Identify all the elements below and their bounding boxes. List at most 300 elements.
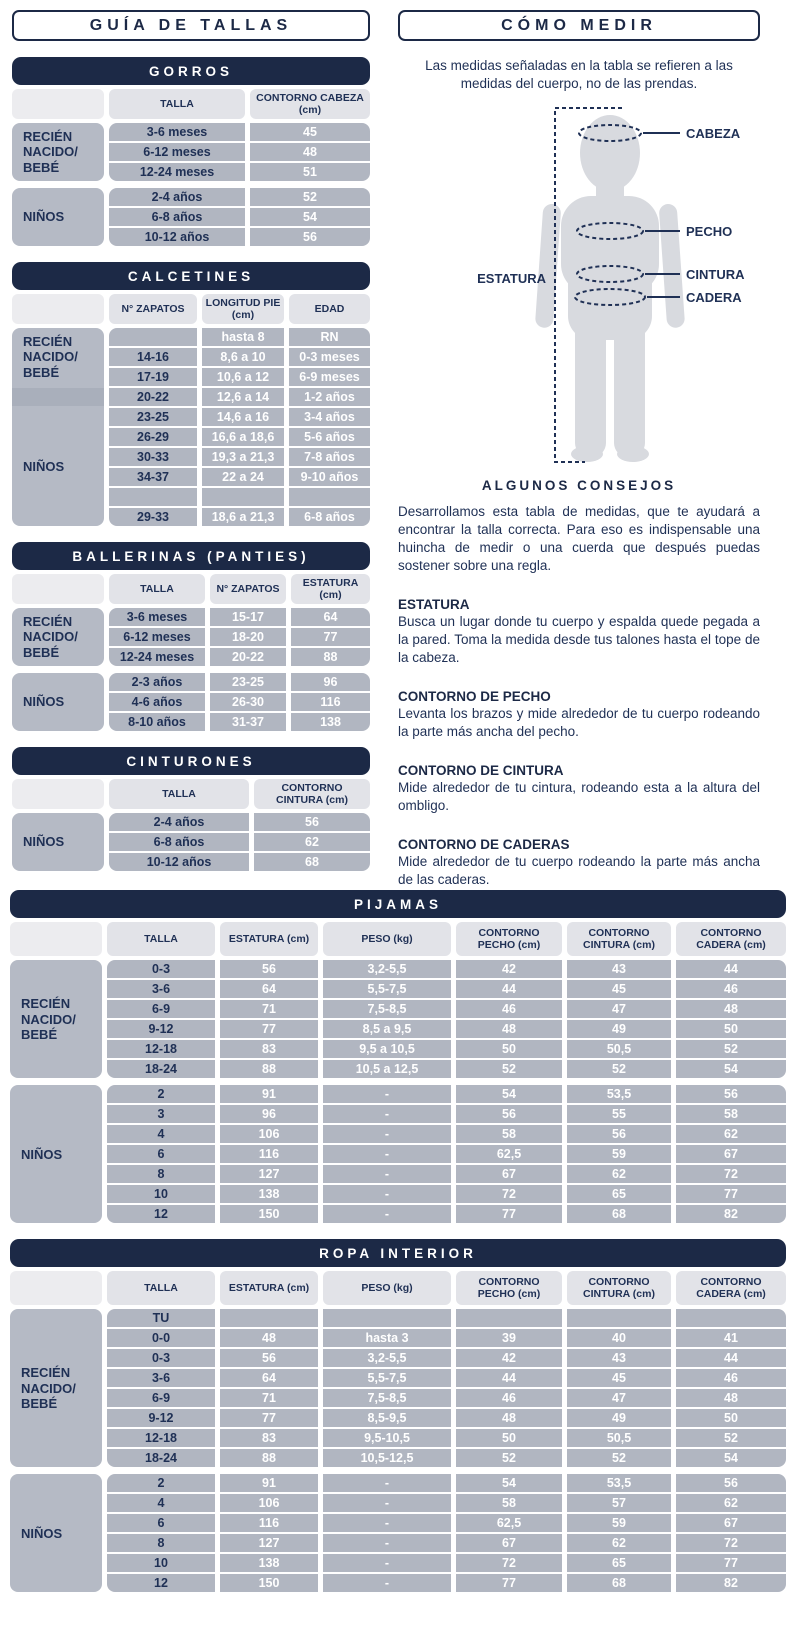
table-cell: 62 — [676, 1494, 786, 1512]
tip-text: Levanta los brazos y mide alrededor de tu cuerpo rodeando la parte más ancha del pecho. — [398, 705, 760, 739]
table-cell: 77 — [456, 1205, 562, 1223]
table-cell: 3-4 años — [289, 408, 370, 426]
table-cell: 4 — [107, 1494, 215, 1512]
table-cell: 30-33 — [109, 448, 197, 466]
table-cell: RN — [289, 328, 370, 346]
table-corner-cell — [10, 922, 102, 956]
cinturones-header-row — [12, 779, 370, 809]
table-cell: 52 — [250, 188, 370, 206]
table-cell: 47 — [567, 1000, 671, 1018]
table-cell: 52 — [567, 1449, 671, 1467]
table-cell: 3-6 — [107, 1369, 215, 1387]
table-cell: 56 — [456, 1105, 562, 1123]
table-cell: 9-10 años — [289, 468, 370, 486]
gorros-column-header-0: TALLA — [109, 89, 245, 119]
table-cell: 64 — [220, 980, 318, 998]
tips-title: ALGUNOS CONSEJOS — [481, 478, 677, 494]
ballerinas-header-row — [12, 574, 370, 604]
table-cell: 77 — [676, 1554, 786, 1572]
ropa_interior-column-header-2: PESO (kg) — [323, 1271, 451, 1305]
child-silhouette — [535, 115, 685, 462]
group-label: RECIÉN NACIDO/ BEBÉ — [12, 608, 104, 666]
table-cell: 5,5-7,5 — [323, 1369, 451, 1387]
table-cell: 77 — [291, 628, 370, 646]
table-cell: 23-25 — [210, 673, 286, 691]
table-cell: 127 — [220, 1534, 318, 1552]
table-cell — [289, 488, 370, 506]
gorros-group-0 — [12, 123, 370, 181]
table-cell: 50,5 — [567, 1040, 671, 1058]
table-cell: 12-18 — [107, 1040, 215, 1058]
pijamas-data-block-1 — [107, 1085, 786, 1223]
table-cell: 54 — [456, 1085, 562, 1103]
table-cell: 62 — [254, 833, 370, 851]
table-cell: 6-12 meses — [109, 143, 245, 161]
table-cell: 4-6 años — [109, 693, 205, 711]
table-cell: 48 — [456, 1409, 562, 1427]
pijamas-column-header-2: PESO (kg) — [323, 922, 451, 956]
table-cell: 6-9 — [107, 1000, 215, 1018]
table-cell: 51 — [250, 163, 370, 181]
table-cell — [456, 1309, 562, 1327]
tip-section-caderas — [398, 837, 760, 889]
cinturones-column-header-1: CONTORNO CINTURA (cm) — [254, 779, 370, 809]
pijamas-data-block-0 — [107, 960, 786, 1078]
table-cell: 83 — [220, 1040, 318, 1058]
ballerinas-data-block-0 — [109, 608, 370, 666]
table-cell: 53,5 — [567, 1085, 671, 1103]
table-cell: 88 — [291, 648, 370, 666]
table-cell: 45 — [250, 123, 370, 141]
table-cell: 67 — [456, 1165, 562, 1183]
table-cell: 26-30 — [210, 693, 286, 711]
table-cell: 116 — [291, 693, 370, 711]
table-cell: 0-3 meses — [289, 348, 370, 366]
table-cell: - — [323, 1534, 451, 1552]
table-corner-cell — [12, 89, 104, 119]
calcetines-groups — [12, 328, 370, 526]
group-label: NIÑOS — [12, 813, 104, 871]
table-cell: 48 — [456, 1020, 562, 1038]
top-area — [12, 10, 800, 888]
table-cell: 65 — [567, 1554, 671, 1572]
how-to-measure-title-box — [398, 10, 760, 41]
table-cell: 4 — [107, 1125, 215, 1143]
group-label: NIÑOS — [10, 1474, 102, 1592]
cabeza-label: CABEZA — [686, 126, 741, 142]
gorros-group-1 — [12, 188, 370, 246]
group-label-text: RECIÉN NACIDO/ BEBÉ — [23, 334, 78, 380]
ropa_interior-column-header-3: CONTORNO PECHO (cm) — [456, 1271, 562, 1305]
calcetines-column-header-1: LONGITUD PIE (cm) — [202, 294, 284, 324]
table-cell — [109, 488, 197, 506]
table-cell: 15-17 — [210, 608, 286, 626]
table-cell: 83 — [220, 1429, 318, 1447]
ropa_interior-column-header-1: ESTATURA (cm) — [220, 1271, 318, 1305]
table-cell: 116 — [220, 1145, 318, 1163]
table-cell: 67 — [676, 1514, 786, 1532]
group-label-divider — [12, 388, 104, 406]
table-cell: 10,5 a 12,5 — [323, 1060, 451, 1078]
pijamas-title-bar: PIJAMAS — [10, 890, 786, 918]
table-cell: 10,5-12,5 — [323, 1449, 451, 1467]
size-guide-title-box — [12, 10, 370, 41]
pijamas-group-1 — [10, 1085, 786, 1223]
table-cell: 44 — [456, 980, 562, 998]
table-cell: 150 — [220, 1574, 318, 1592]
table-cell: 127 — [220, 1165, 318, 1183]
table-cell: 2 — [107, 1474, 215, 1492]
table-cell: 56 — [676, 1474, 786, 1492]
table-cell: 96 — [291, 673, 370, 691]
table-cell: 0-3 — [107, 1349, 215, 1367]
table-cell — [567, 1309, 671, 1327]
table-cell: 54 — [676, 1060, 786, 1078]
table-cell: - — [323, 1205, 451, 1223]
table-cell: 6-8 años — [109, 833, 249, 851]
table-cell: 48 — [220, 1329, 318, 1347]
body-diagram — [410, 100, 762, 472]
table-cell: 52 — [567, 1060, 671, 1078]
table-cell: 7,5-8,5 — [323, 1389, 451, 1407]
table-cell: - — [323, 1474, 451, 1492]
pecho-label: PECHO — [686, 224, 733, 240]
group-label — [12, 328, 104, 526]
ropa_interior-column-header-4: CONTORNO CINTURA (cm) — [567, 1271, 671, 1305]
table-cell: 150 — [220, 1205, 318, 1223]
table-cell: 5,5-7,5 — [323, 980, 451, 998]
table-cell: 54 — [250, 208, 370, 226]
table-cell: 71 — [220, 1000, 318, 1018]
tip-text: Busca un lugar donde tu cuerpo y espalda quede pegada a la pared. Toma la medida desde tus talones hasta el tope de la cabeza. — [398, 613, 760, 665]
table-cell: 49 — [567, 1409, 671, 1427]
table-cell: 138 — [220, 1185, 318, 1203]
size-guide-title: GUÍA DE TALLAS — [89, 16, 293, 34]
table-cell: - — [323, 1185, 451, 1203]
table-cell: 46 — [676, 980, 786, 998]
table-cell: 20-22 — [109, 388, 197, 406]
table-cell: 12-24 meses — [109, 163, 245, 181]
table-cell: 3,2-5,5 — [323, 960, 451, 978]
table-cell: 3-6 — [107, 980, 215, 998]
ballerinas-column-header-1: N° ZAPATOS — [210, 574, 286, 604]
table-cell: 62,5 — [456, 1514, 562, 1532]
table-cell: 48 — [250, 143, 370, 161]
ballerinas-group-1 — [12, 673, 370, 731]
table-cell: 64 — [220, 1369, 318, 1387]
table-cell: 46 — [676, 1369, 786, 1387]
table-cell: 2-4 años — [109, 813, 249, 831]
table-cell: 72 — [676, 1534, 786, 1552]
table-cell: 12-24 meses — [109, 648, 205, 666]
ropa_interior-header-row — [10, 1271, 786, 1305]
table-cell: 0-3 — [107, 960, 215, 978]
table-cell: 54 — [676, 1449, 786, 1467]
ballerinas-data-block-1 — [109, 673, 370, 731]
table-cell: 7-8 años — [289, 448, 370, 466]
table-cell: 19,3 a 21,3 — [202, 448, 284, 466]
calcetines-column-header-2: EDAD — [289, 294, 370, 324]
cadera-label: CADERA — [686, 290, 742, 306]
cinturones-groups — [12, 813, 370, 871]
table-cell: 56 — [220, 960, 318, 978]
how-to-measure-title: CÓMO MEDIR — [501, 16, 657, 34]
table-cell — [202, 488, 284, 506]
table-cell: - — [323, 1514, 451, 1532]
table-cell: 10,6 a 12 — [202, 368, 284, 386]
table-cell: 12 — [107, 1574, 215, 1592]
table-cell: 52 — [676, 1040, 786, 1058]
table-cell: 6-8 años — [109, 208, 245, 226]
table-cell: 23-25 — [109, 408, 197, 426]
table-cell: 106 — [220, 1125, 318, 1143]
table-cell: 46 — [456, 1000, 562, 1018]
table-cell: 82 — [676, 1574, 786, 1592]
table-cell: 71 — [220, 1389, 318, 1407]
right-column — [398, 10, 760, 888]
table-cell: 8,5-9,5 — [323, 1409, 451, 1427]
table-cell: 29-33 — [109, 508, 197, 526]
group-label: RECIÉN NACIDO/ BEBÉ — [10, 960, 102, 1078]
tip-section-cintura — [398, 763, 760, 815]
table-cell: 7,5-8,5 — [323, 1000, 451, 1018]
table-cell: 88 — [220, 1449, 318, 1467]
table-cell: 43 — [567, 960, 671, 978]
table-cell: 44 — [676, 960, 786, 978]
table-cell: - — [323, 1105, 451, 1123]
tip-heading: CONTORNO DE CINTURA — [398, 762, 564, 778]
table-cell: 0-0 — [107, 1329, 215, 1347]
table-cell: 64 — [291, 608, 370, 626]
left-column — [12, 10, 370, 888]
pijamas-header-row — [10, 922, 786, 956]
table-cell: 1-2 años — [289, 388, 370, 406]
tip-heading: ESTATURA — [398, 596, 470, 612]
table-cell: 6-9 meses — [289, 368, 370, 386]
table-cell: 56 — [567, 1125, 671, 1143]
table-cell: 72 — [456, 1554, 562, 1572]
calcetines-title-bar: CALCETINES — [12, 262, 370, 290]
table-cell: 3-6 meses — [109, 123, 245, 141]
table-cell: 56 — [250, 228, 370, 246]
table-cell — [109, 328, 197, 346]
cintura-label: CINTURA — [686, 267, 745, 283]
ropa_interior-group-0 — [10, 1309, 786, 1467]
table-cell: 77 — [676, 1185, 786, 1203]
bottom-tables — [10, 890, 786, 1592]
table-cell: 26-29 — [109, 428, 197, 446]
table-cell: 18-24 — [107, 1449, 215, 1467]
table-cell: 22 a 24 — [202, 468, 284, 486]
table-cell: 18-20 — [210, 628, 286, 646]
ballerinas-column-header-2: ESTATURA (cm) — [291, 574, 370, 604]
table-cell: 8 — [107, 1534, 215, 1552]
ropa_interior-group-1 — [10, 1474, 786, 1592]
table-cell: - — [323, 1145, 451, 1163]
table-cell: 44 — [456, 1369, 562, 1387]
table-cell: 116 — [220, 1514, 318, 1532]
cinturones-title-bar: CINTURONES — [12, 747, 370, 775]
table-cell: - — [323, 1554, 451, 1572]
table-cell: 12,6 a 14 — [202, 388, 284, 406]
table-cell: 67 — [676, 1145, 786, 1163]
table-cell: - — [323, 1574, 451, 1592]
table-cell: 56 — [254, 813, 370, 831]
table-cell: 52 — [456, 1060, 562, 1078]
table-cell: 14,6 a 16 — [202, 408, 284, 426]
table-cell: 3 — [107, 1105, 215, 1123]
table-cell: 50 — [456, 1040, 562, 1058]
table-cell: 53,5 — [567, 1474, 671, 1492]
table-cell — [676, 1309, 786, 1327]
table-cell: 48 — [676, 1000, 786, 1018]
table-cell: 88 — [220, 1060, 318, 1078]
table-cell: 5-6 años — [289, 428, 370, 446]
table-cell: 31-37 — [210, 713, 286, 731]
table-cell: 6 — [107, 1145, 215, 1163]
table-cell: 68 — [254, 853, 370, 871]
table-cell: 8 — [107, 1165, 215, 1183]
table-cell: 9,5-10,5 — [323, 1429, 451, 1447]
table-cell: - — [323, 1494, 451, 1512]
table-cell: 10 — [107, 1554, 215, 1572]
table-cell: 39 — [456, 1329, 562, 1347]
table-cell: 43 — [567, 1349, 671, 1367]
table-cell: 45 — [567, 980, 671, 998]
table-cell: 17-19 — [109, 368, 197, 386]
table-cell: 59 — [567, 1145, 671, 1163]
table-cell: 50,5 — [567, 1429, 671, 1447]
group-label: RECIÉN NACIDO/ BEBÉ — [10, 1309, 102, 1467]
table-cell: 9,5 a 10,5 — [323, 1040, 451, 1058]
table-cell: 56 — [676, 1085, 786, 1103]
gorros-table — [12, 57, 370, 246]
ropa_interior-column-header-0: TALLA — [107, 1271, 215, 1305]
table-cell: 42 — [456, 1349, 562, 1367]
table-cell: 34-37 — [109, 468, 197, 486]
left-column-tables — [12, 57, 370, 871]
table-cell — [323, 1309, 451, 1327]
ropa_interior-data-block-0 — [107, 1309, 786, 1467]
table-cell: 8,6 a 10 — [202, 348, 284, 366]
cinturones-data-block-0 — [109, 813, 370, 871]
pijamas-table — [10, 890, 786, 1223]
table-cell: 55 — [567, 1105, 671, 1123]
table-cell: 3-6 meses — [109, 608, 205, 626]
table-corner-cell — [12, 294, 104, 324]
table-cell: 44 — [676, 1349, 786, 1367]
table-corner-cell — [12, 574, 104, 604]
pijamas-column-header-0: TALLA — [107, 922, 215, 956]
table-cell: 96 — [220, 1105, 318, 1123]
gorros-column-header-1: CONTORNO CABEZA (cm) — [250, 89, 370, 119]
table-cell: 59 — [567, 1514, 671, 1532]
table-cell: 68 — [567, 1205, 671, 1223]
table-cell: 42 — [456, 960, 562, 978]
ropa_interior-groups — [10, 1309, 786, 1592]
tip-heading: CONTORNO DE PECHO — [398, 688, 551, 704]
table-cell: 106 — [220, 1494, 318, 1512]
calcetines-table — [12, 262, 370, 526]
ballerinas-groups — [12, 608, 370, 731]
table-cell: 67 — [456, 1534, 562, 1552]
table-cell: TU — [107, 1309, 215, 1327]
calcetines-data-block-0 — [109, 328, 370, 526]
gorros-header-row — [12, 89, 370, 119]
ballerinas-group-0 — [12, 608, 370, 666]
tips-intro-text: Desarrollamos esta tabla de medidas, que te ayudará a encontrar la talla correcta. Para eso es indispensable una huincha de medir o una cuerda que después puedas sostener sobre una regla. — [398, 504, 760, 573]
table-cell: 20-22 — [210, 648, 286, 666]
table-cell: 6-8 años — [289, 508, 370, 526]
ropa_interior-title-bar: ROPA INTERIOR — [10, 1239, 786, 1267]
table-cell: 2 — [107, 1085, 215, 1103]
table-cell: 3,2-5,5 — [323, 1349, 451, 1367]
table-cell: 91 — [220, 1474, 318, 1492]
table-cell: 6-12 meses — [109, 628, 205, 646]
table-cell: 68 — [567, 1574, 671, 1592]
table-cell: 58 — [456, 1494, 562, 1512]
group-label-text: NIÑOS — [23, 459, 65, 475]
table-cell: 9-12 — [107, 1409, 215, 1427]
table-cell: 18-24 — [107, 1060, 215, 1078]
table-cell: 10 — [107, 1185, 215, 1203]
gorros-title-bar: GORROS — [12, 57, 370, 85]
table-cell: 8,5 a 9,5 — [323, 1020, 451, 1038]
table-cell: 47 — [567, 1389, 671, 1407]
gorros-data-block-0 — [109, 123, 370, 181]
table-cell: 72 — [676, 1165, 786, 1183]
pijamas-column-header-5: CONTORNO CADERA (cm) — [676, 922, 786, 956]
table-cell: 52 — [456, 1449, 562, 1467]
table-cell: 62 — [567, 1534, 671, 1552]
table-cell: - — [323, 1125, 451, 1143]
table-cell: - — [323, 1165, 451, 1183]
table-cell: 10-12 años — [109, 853, 249, 871]
table-cell: 50 — [676, 1020, 786, 1038]
table-cell: 41 — [676, 1329, 786, 1347]
table-cell: 14-16 — [109, 348, 197, 366]
table-cell: 18,6 a 21,3 — [202, 508, 284, 526]
table-cell: 62 — [567, 1165, 671, 1183]
measure-intro-text: Las medidas señaladas en la tabla se refieren a las medidas del cuerpo, no de las prendas. — [425, 58, 733, 91]
table-cell: 50 — [676, 1409, 786, 1427]
pijamas-group-0 — [10, 960, 786, 1078]
pijamas-column-header-3: CONTORNO PECHO (cm) — [456, 922, 562, 956]
cinturones-column-header-0: TALLA — [109, 779, 249, 809]
table-cell: 6 — [107, 1514, 215, 1532]
ballerinas-column-header-0: TALLA — [109, 574, 205, 604]
table-cell: 6-9 — [107, 1389, 215, 1407]
table-cell: 82 — [676, 1205, 786, 1223]
table-cell: 10-12 años — [109, 228, 245, 246]
table-cell: 8-10 años — [109, 713, 205, 731]
table-cell: 77 — [456, 1574, 562, 1592]
gorros-data-block-1 — [109, 188, 370, 246]
table-cell: 16,6 a 18,6 — [202, 428, 284, 446]
cinturones-group-0 — [12, 813, 370, 871]
table-cell: 56 — [220, 1349, 318, 1367]
group-label: NIÑOS — [10, 1085, 102, 1223]
table-cell: 58 — [676, 1105, 786, 1123]
group-label: NIÑOS — [12, 673, 104, 731]
table-cell: 62 — [676, 1125, 786, 1143]
table-cell: hasta 8 — [202, 328, 284, 346]
table-cell: 49 — [567, 1020, 671, 1038]
table-corner-cell — [10, 1271, 102, 1305]
gorros-groups — [12, 123, 370, 246]
calcetines-column-header-0: N° ZAPATOS — [109, 294, 197, 324]
group-label: RECIÉN NACIDO/ BEBÉ — [12, 123, 104, 181]
